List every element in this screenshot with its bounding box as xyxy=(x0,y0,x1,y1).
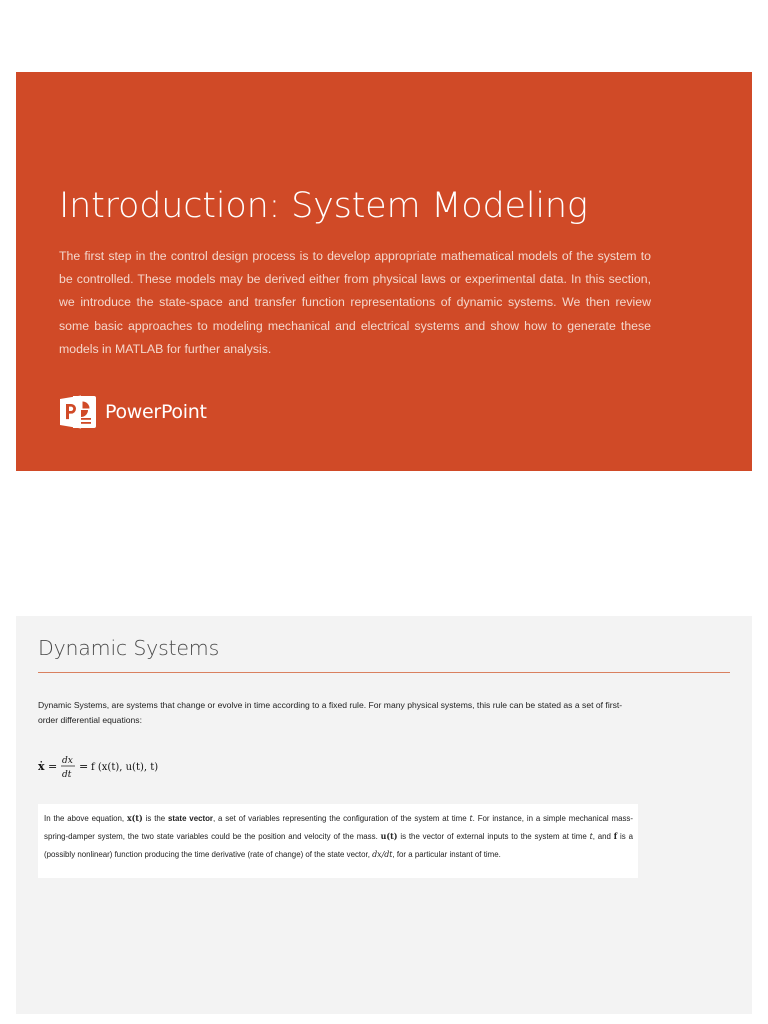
explanation-text: is a (possibly nonlinear) function producing the time derivative (rate of change) of the state vector, xyxy=(44,832,633,859)
powerpoint-logo xyxy=(59,392,207,432)
explanation-text: , a set of variables representing the configuration of the system at time xyxy=(213,814,470,823)
title-divider xyxy=(38,672,730,673)
slide-title: Introduction: System Modeling xyxy=(59,186,588,226)
state-vector-term: state vector xyxy=(168,814,213,823)
derivative-symbol: dx/dt xyxy=(372,850,393,859)
slide-title: Dynamic Systems xyxy=(38,636,220,660)
svg-text:=: = xyxy=(79,760,89,773)
powerpoint-icon xyxy=(59,393,97,431)
explanation-text: In the above equation, xyxy=(44,814,127,823)
explanation-box xyxy=(38,804,638,878)
equation-frac-numerator: dx xyxy=(62,756,73,766)
intro-paragraph: Dynamic Systems, are systems that change or evolve in time according to a fixed rule. For many physical systems, this rule can be stated as a set of first-order differential equations: xyxy=(38,700,623,725)
slide-introduction xyxy=(16,72,752,471)
function-symbol: f xyxy=(613,832,618,841)
equation-frac-denominator: dt xyxy=(62,770,72,780)
explanation-text: is the xyxy=(142,814,169,823)
svg-text:=: = xyxy=(48,760,58,773)
powerpoint-label: PowerPoint xyxy=(105,401,207,423)
state-equation xyxy=(38,746,238,786)
input-vector-symbol: u(t) xyxy=(380,832,398,841)
explanation-text: is the vector of external inputs to the system at time xyxy=(397,832,590,841)
explanation-text: , for a particular instant of time. xyxy=(392,850,501,859)
time-symbol: t xyxy=(469,814,473,823)
explanation-text: , and xyxy=(592,832,614,841)
equation-lhs: ẋ xyxy=(38,760,45,773)
time-symbol: t xyxy=(589,832,593,841)
slide-dynamic-systems xyxy=(16,616,752,1014)
state-vector-symbol: x(t) xyxy=(126,814,143,823)
explanation-text: . For instance, in a simple mechanical mass-spring-damper system, the two state variables could be the position and velocity of the mass. xyxy=(44,814,633,841)
slide-body-text: The first step in the control design process is to develop appropriate mathematical models of the system to be controlled. These models may be derived either from physical laws or experimental data. In this section, we introduce the state-space and transfer function representations of dynamic systems. We then review some basic approaches to modeling mechanical and electrical systems and show how to generate these models in MATLAB for further analysis. xyxy=(59,249,651,356)
equation-rhs: f (x(t), u(t), t) xyxy=(91,762,159,773)
